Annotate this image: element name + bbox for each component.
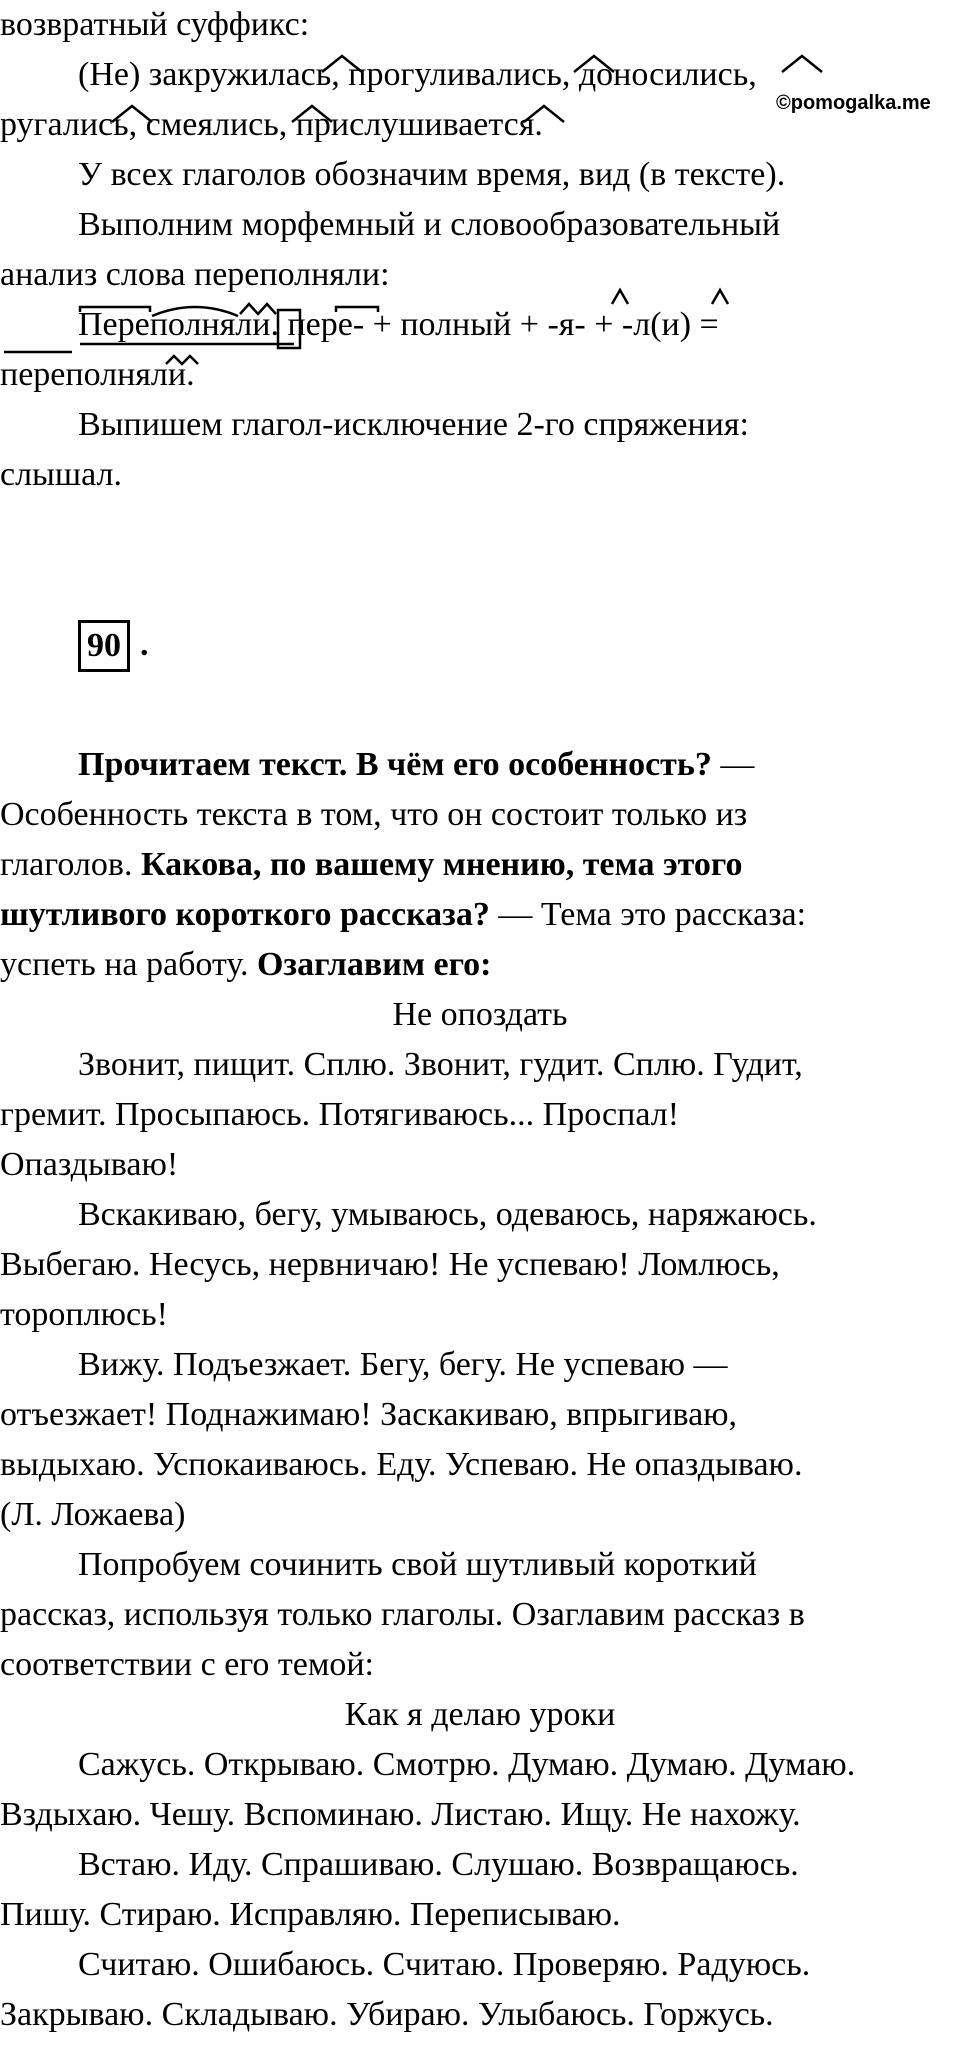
watermark: ©pomogalka.me [776,92,931,114]
prev-line-2: (Не) закружилась, прогуливались, доносились, [78,56,757,93]
analyzed-word: Переполняли [78,306,271,343]
question-3: Озаглавим его: [256,946,492,983]
story-1-title: Не опоздать [392,996,568,1033]
question-2-line-2 [0,890,806,940]
answer-2-part-2: успеть на работу. [0,946,257,983]
story-1-line: гремит. Просыпаюсь. Потягиваюсь... Проспал! [0,1096,680,1133]
answer-1-line-1: Особенность текста в том, что он состоит только из [0,796,748,833]
question-2-part-1: Какова, по вашему мнению, тема этого [140,846,743,883]
question-1-dash: — [711,746,755,783]
prev-line-6: анализ слова переполняли: [0,256,390,293]
prev-line-3: ругались, смеялись, прислушивается. [0,106,543,143]
story-1-line: выдыхаю. Успокаиваюсь. Еду. Успеваю. Не опаздываю. [0,1446,803,1483]
prompt-line: соответствии с его темой: [0,1646,374,1683]
story-1-line: Выбегаю. Несусь, нервничаю! Не успеваю! Ломлюсь, [0,1246,780,1283]
story-1-line: тороплюсь! [0,1296,168,1333]
answer-2-part-1: — Тема это рассказа: [489,896,807,933]
morpheme-analysis-line [78,300,719,350]
story-2-line: Закрываю. Складываю. Убираю. Улыбаюсь. Горжусь. [0,1996,774,2033]
task-number: 90 [78,620,130,672]
prev-line-1: возвратный суффикс: [0,6,310,43]
story-2-line: Пишу. Стираю. Исправляю. Переписываю. [0,1896,621,1933]
story-1-line: Звонит, пищит. Сплю. Звонит, гудит. Сплю. Гудит, [78,1046,803,1083]
story-2-line: Считаю. Ошибаюсь. Считаю. Проверяю. Радуюсь. [78,1946,811,1983]
suffix-mark-3 [782,56,822,72]
task-number-dot: . [140,626,149,663]
prompt-line: Попробуем сочинить свой шутливый короткий [78,1546,757,1583]
story-1-line: Вскакиваю, бегу, умываюсь, одеваюсь, наряжаюсь. [78,1196,817,1233]
prev-line-5: Выполним морфемный и словообразовательный [78,206,781,243]
story-2-line: Сажусь. Открываю. Смотрю. Думаю. Думаю. Думаю. [78,1746,856,1783]
question-2-part-2: шутливого короткого рассказа? [0,896,490,933]
question-1-line [78,740,754,790]
answer-2-line-2 [0,940,492,990]
story-2-title: Как я делаю уроки [344,1696,616,1733]
story-1-line: отъезжает! Поднажимаю! Заскакиваю, впрыгиваю, [0,1396,738,1433]
story-1-line: Вижу. Подъезжает. Бегу, бегу. Не успеваю — [78,1346,728,1383]
story-2-line: Вздыхаю. Чешу. Вспоминаю. Листаю. Ищу. Не нахожу. [0,1796,801,1833]
prev-line-10: слышал. [0,456,122,493]
question-1: Прочитаем текст. В чём его особенность? [78,746,712,783]
derivation-formula: . пере- + полный + -я- + -л(и) = [270,306,719,343]
story-2-line: Встаю. Иду. Спрашиваю. Слушаю. Возвращаюсь. [78,1846,799,1883]
story-1-line: Опаздываю! [0,1146,179,1183]
answer-1-end: глаголов. [0,846,141,883]
story-1-author: (Л. Ложаева) [0,1496,186,1533]
prompt-line: рассказ, используя только глаголы. Озаглавим рассказ в [0,1596,805,1633]
prev-line-9: Выпишем глагол-исключение 2-го спряжения: [78,406,749,443]
prev-line-8: переполняли. [0,356,195,393]
answer-1-line-2 [0,840,742,890]
prev-line-4: У всех глаголов обозначим время, вид (в тексте). [78,156,786,193]
